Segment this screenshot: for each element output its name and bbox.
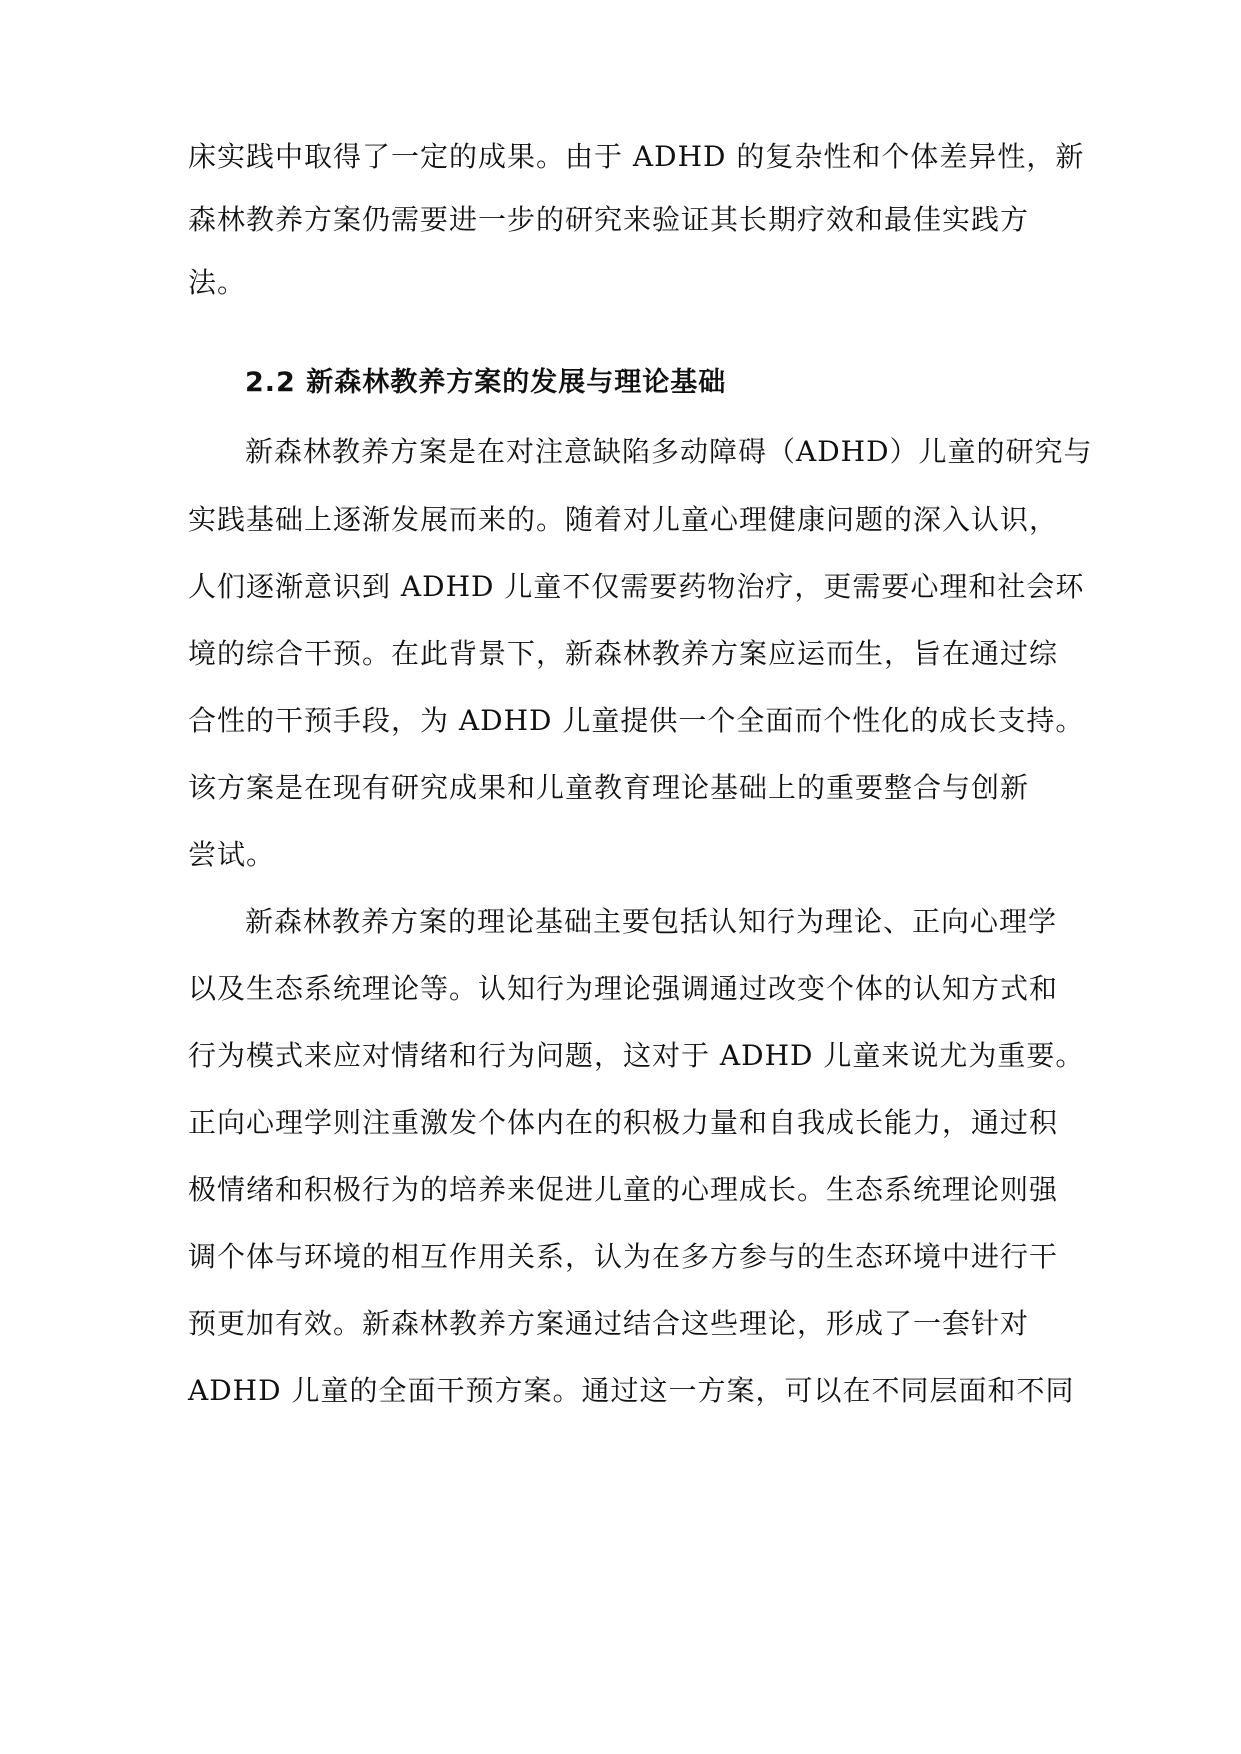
- text-line: 实践基础上逐渐发展而来的。随着对儿童心理健康问题的深入认识，: [188, 503, 1059, 536]
- text-line: 法。: [188, 266, 247, 299]
- text-line: 合性的干预手段，为 ADHD 儿童提供一个全面而个性化的成长支持。: [188, 704, 1085, 737]
- text-line: 森林教养方案仍需要进一步的研究来验证其长期疗效和最佳实践方: [188, 203, 1030, 236]
- text-line: 新森林教养方案是在对注意缺陷多动障碍（ADHD）儿童的研究与: [245, 435, 1093, 468]
- text-line: 预更加有效。新森林教养方案通过结合这些理论，形成了一套针对: [188, 1307, 1030, 1340]
- text-line: 调个体与环境的相互作用关系，认为在多方参与的生态环境中进行干: [188, 1240, 1059, 1273]
- text-line: 尝试。: [188, 838, 276, 871]
- text-line: 行为模式来应对情绪和行为问题，这对于 ADHD 儿童来说尤为重要。: [188, 1039, 1085, 1072]
- text-line: 极情绪和积极行为的培养来促进儿童的心理成长。生态系统理论则强: [188, 1173, 1059, 1206]
- text-line: 床实践中取得了一定的成果。由于 ADHD 的复杂性和个体差异性，新: [188, 140, 1085, 173]
- section-heading: 2.2 新森林教养方案的发展与理论基础: [245, 367, 727, 398]
- text-line: 新森林教养方案的理论基础主要包括认知行为理论、正向心理学: [245, 905, 1058, 938]
- text-line: 人们逐渐意识到 ADHD 儿童不仅需要药物治疗，更需要心理和社会环: [188, 570, 1085, 603]
- text-line: 以及生态系统理论等。认知行为理论强调通过改变个体的认知方式和: [188, 972, 1059, 1005]
- text-line: ADHD 儿童的全面干预方案。通过这一方案，可以在不同层面和不同: [188, 1374, 1075, 1407]
- text-line: 正向心理学则注重激发个体内在的积极力量和自我成长能力，通过积: [188, 1106, 1059, 1139]
- text-line: 该方案是在现有研究成果和儿童教育理论基础上的重要整合与创新: [188, 771, 1030, 804]
- text-line: 境的综合干预。在此背景下，新森林教养方案应运而生，旨在通过综: [188, 637, 1059, 670]
